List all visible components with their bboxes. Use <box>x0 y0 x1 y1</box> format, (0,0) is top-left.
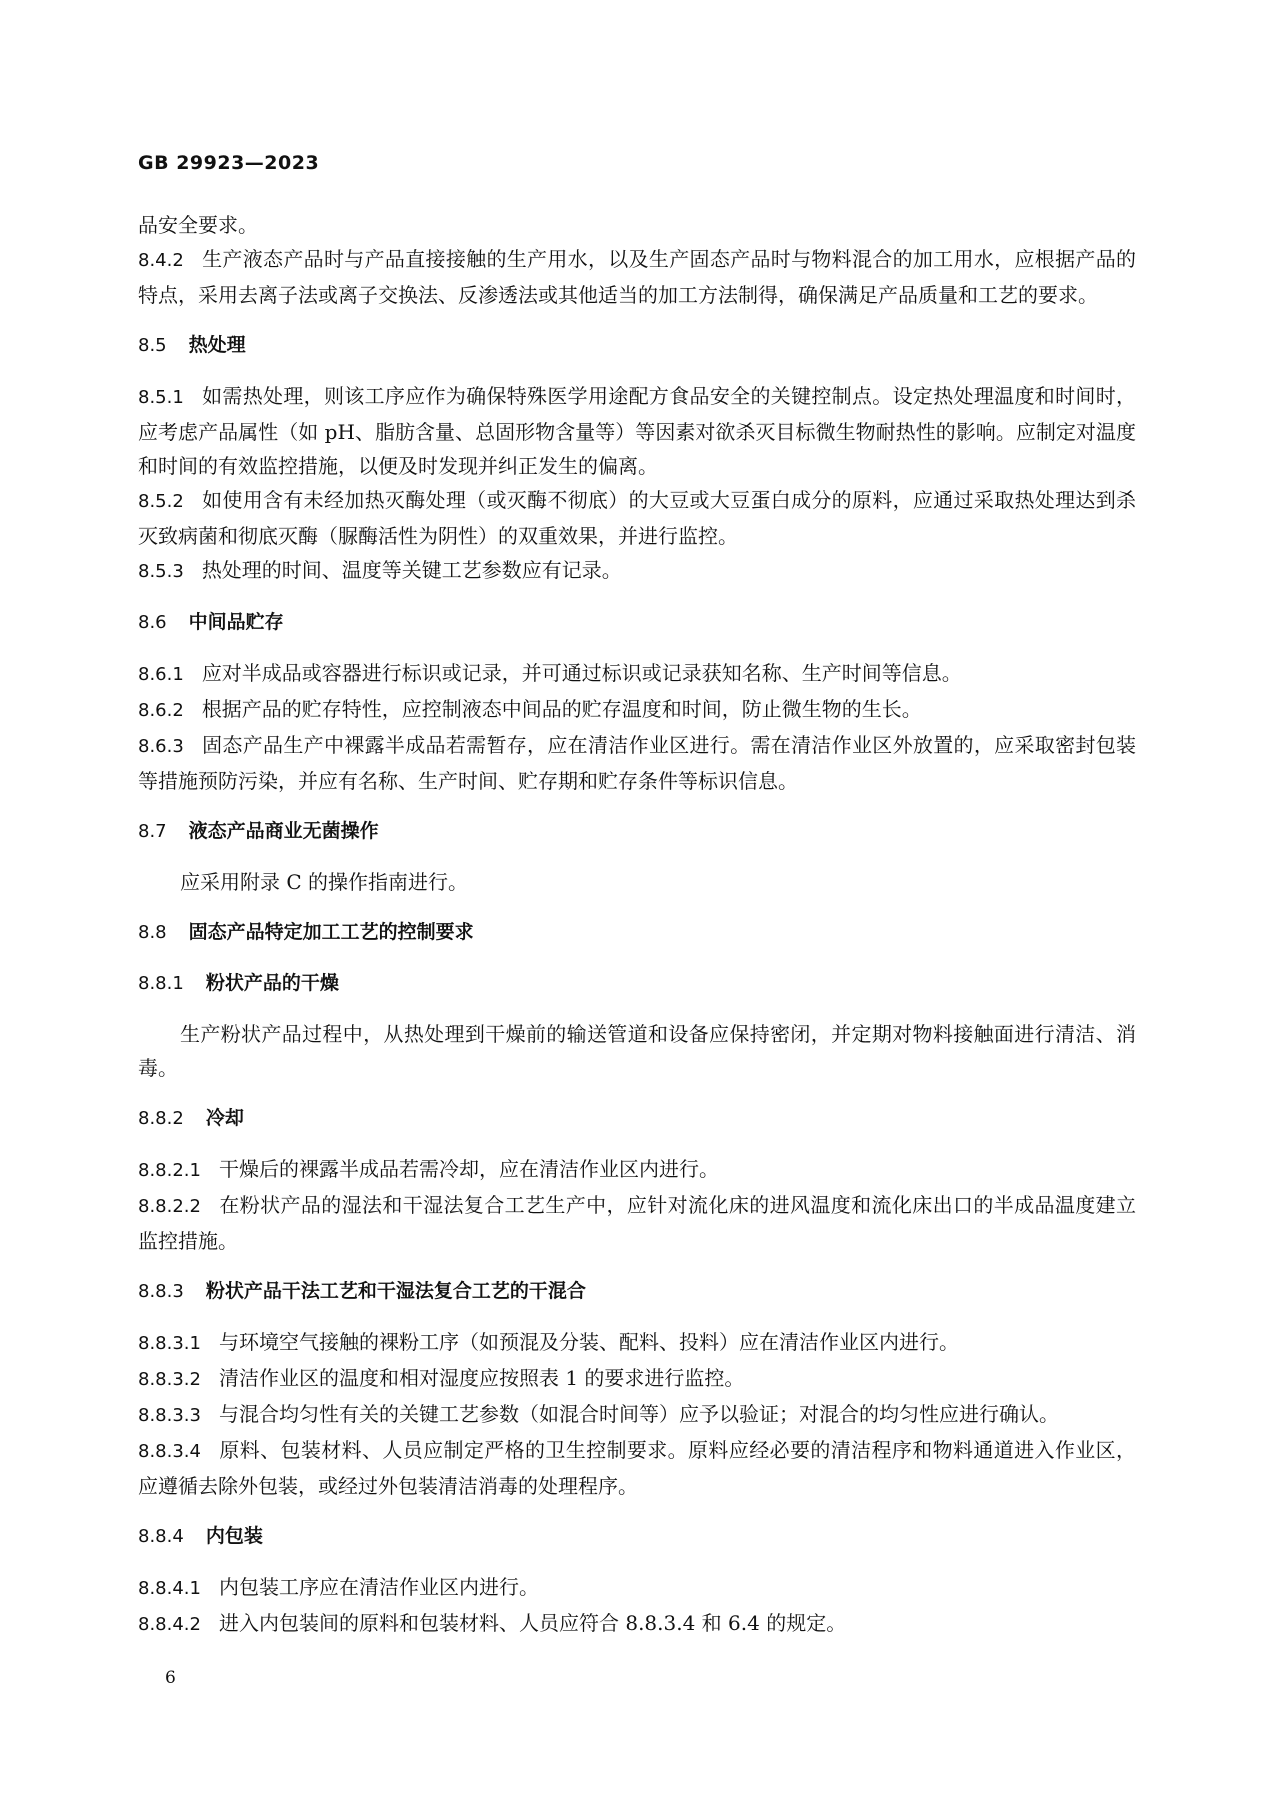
heading-text: 内包装 <box>205 1525 263 1547</box>
page-number: 6 <box>165 1668 176 1688</box>
paragraph-text: 根据产品的贮存特性，应控制液态中间品的贮存温度和时间，防止微生物的生长。 <box>201 697 922 721</box>
clause-number: 8.8.4 <box>138 1526 184 1547</box>
document-body <box>138 208 1136 1642</box>
paragraph-text: 内包装工序应在清洁作业区内进行。 <box>218 1575 539 1599</box>
heading-text: 粉状产品的干燥 <box>205 972 339 994</box>
section-heading <box>138 915 1136 950</box>
heading-text: 冷却 <box>205 1107 244 1129</box>
paragraph <box>138 1325 1136 1361</box>
clause-number: 8.8.4.2 <box>138 1614 201 1635</box>
paragraph <box>138 728 1136 798</box>
paragraph <box>138 1152 1136 1188</box>
paragraph-text: 干燥后的裸露半成品若需冷却，应在清洁作业区内进行。 <box>218 1157 719 1181</box>
paragraph <box>138 692 1136 728</box>
section-heading <box>138 966 1136 1001</box>
clause-number: 8.5.1 <box>138 387 184 408</box>
paragraph <box>138 208 1136 242</box>
paragraph <box>138 1397 1136 1433</box>
heading-text: 中间品贮存 <box>188 611 284 633</box>
paragraph <box>138 379 1136 483</box>
section-heading <box>138 328 1136 363</box>
paragraph-text: 原料、包装材料、人员应制定严格的卫生控制要求。原料应经必要的清洁程序和物料通道进入作业区，应遵循去除外包装，或经过外包装清洁消毒的处理程序。 <box>138 1438 1136 1498</box>
heading-text: 固态产品特定加工工艺的控制要求 <box>188 921 474 943</box>
paragraph <box>138 483 1136 553</box>
heading-text: 液态产品商业无菌操作 <box>188 820 379 842</box>
paragraph <box>138 242 1136 312</box>
clause-number: 8.8.1 <box>138 973 184 994</box>
paragraph-text: 在粉状产品的湿法和干湿法复合工艺生产中，应针对流化床的进风温度和流化床出口的半成品温度建立监控措施。 <box>138 1193 1136 1253</box>
paragraph-text: 进入内包装间的原料和包装材料、人员应符合 8.8.3.4 和 6.4 的规定。 <box>218 1611 847 1635</box>
clause-number: 8.8.2 <box>138 1108 184 1129</box>
paragraph <box>138 865 1136 899</box>
clause-number: 8.8.4.1 <box>138 1578 201 1599</box>
clause-number: 8.8.3.3 <box>138 1405 201 1426</box>
heading-text: 粉状产品干法工艺和干湿法复合工艺的干混合 <box>205 1280 586 1302</box>
paragraph <box>138 1361 1136 1397</box>
clause-number: 8.6.2 <box>138 700 184 721</box>
clause-number: 8.6 <box>138 612 167 633</box>
paragraph <box>138 656 1136 692</box>
clause-number: 8.8.2.2 <box>138 1196 201 1217</box>
paragraph-text: 清洁作业区的温度和相对湿度应按照表 1 的要求进行监控。 <box>218 1366 745 1390</box>
clause-number: 8.8.3.2 <box>138 1369 201 1390</box>
paragraph-text: 生产粉状产品过程中，从热处理到干燥前的输送管道和设备应保持密闭，并定期对物料接触面进行清洁、消毒。 <box>138 1022 1136 1080</box>
paragraph <box>138 1606 1136 1642</box>
paragraph-text: 热处理的时间、温度等关键工艺参数应有记录。 <box>201 558 622 582</box>
clause-number: 8.8.2.1 <box>138 1160 201 1181</box>
section-heading <box>138 1519 1136 1554</box>
clause-number: 8.5.3 <box>138 561 184 582</box>
clause-number: 8.5.2 <box>138 491 184 512</box>
clause-number: 8.6.3 <box>138 736 184 757</box>
paragraph-text: 与混合均匀性有关的关键工艺参数（如混合时间等）应予以验证；对混合的均匀性应进行确认。 <box>218 1402 1059 1426</box>
paragraph <box>138 1017 1136 1085</box>
paragraph-text: 固态产品生产中裸露半成品若需暂存，应在清洁作业区进行。需在清洁作业区外放置的，应采取密封包装等措施预防污染，并应有名称、生产时间、贮存期和贮存条件等标识信息。 <box>138 733 1136 793</box>
clause-number: 8.6.1 <box>138 664 184 685</box>
clause-number: 8.4.2 <box>138 250 184 271</box>
paragraph-text: 与环境空气接触的裸粉工序（如预混及分装、配料、投料）应在清洁作业区内进行。 <box>218 1330 959 1354</box>
paragraph <box>138 1433 1136 1503</box>
section-heading <box>138 1274 1136 1309</box>
paragraph-text: 品安全要求。 <box>138 213 258 237</box>
paragraph <box>138 1570 1136 1606</box>
clause-number: 8.8.3.4 <box>138 1441 201 1462</box>
paragraph <box>138 1188 1136 1258</box>
paragraph-text: 生产液态产品时与产品直接接触的生产用水，以及生产固态产品时与物料混合的加工用水，应根据产品的特点，采用去离子法或离子交换法、反渗透法或其他适当的加工方法制得，确保满足产品质量和工艺的要求。 <box>138 247 1136 307</box>
paragraph-text: 应采用附录 C 的操作指南进行。 <box>180 870 469 894</box>
document-id: GB 29923—2023 <box>138 152 320 174</box>
paragraph-text: 应对半成品或容器进行标识或记录，并可通过标识或记录获知名称、生产时间等信息。 <box>201 661 962 685</box>
clause-number: 8.8.3 <box>138 1281 184 1302</box>
paragraph <box>138 553 1136 589</box>
clause-number: 8.8.3.1 <box>138 1333 201 1354</box>
section-heading <box>138 1101 1136 1136</box>
clause-number: 8.8 <box>138 922 167 943</box>
clause-number: 8.7 <box>138 821 167 842</box>
clause-number: 8.5 <box>138 335 167 356</box>
section-heading <box>138 814 1136 849</box>
heading-text: 热处理 <box>188 334 246 356</box>
paragraph-text: 如使用含有未经加热灭酶处理（或灭酶不彻底）的大豆或大豆蛋白成分的原料，应通过采取热处理达到杀灭致病菌和彻底灭酶（脲酶活性为阴性）的双重效果，并进行监控。 <box>138 488 1136 548</box>
section-heading <box>138 605 1136 640</box>
paragraph-text: 如需热处理，则该工序应作为确保特殊医学用途配方食品安全的关键控制点。设定热处理温度和时间时，应考虑产品属性（如 pH、脂肪含量、总固形物含量等）等因素对欲杀灭目标微生物耐热性的影响。应制定对温度和时间的有效监控措施，以便及时发现并纠正发生的偏离。 <box>138 384 1136 478</box>
